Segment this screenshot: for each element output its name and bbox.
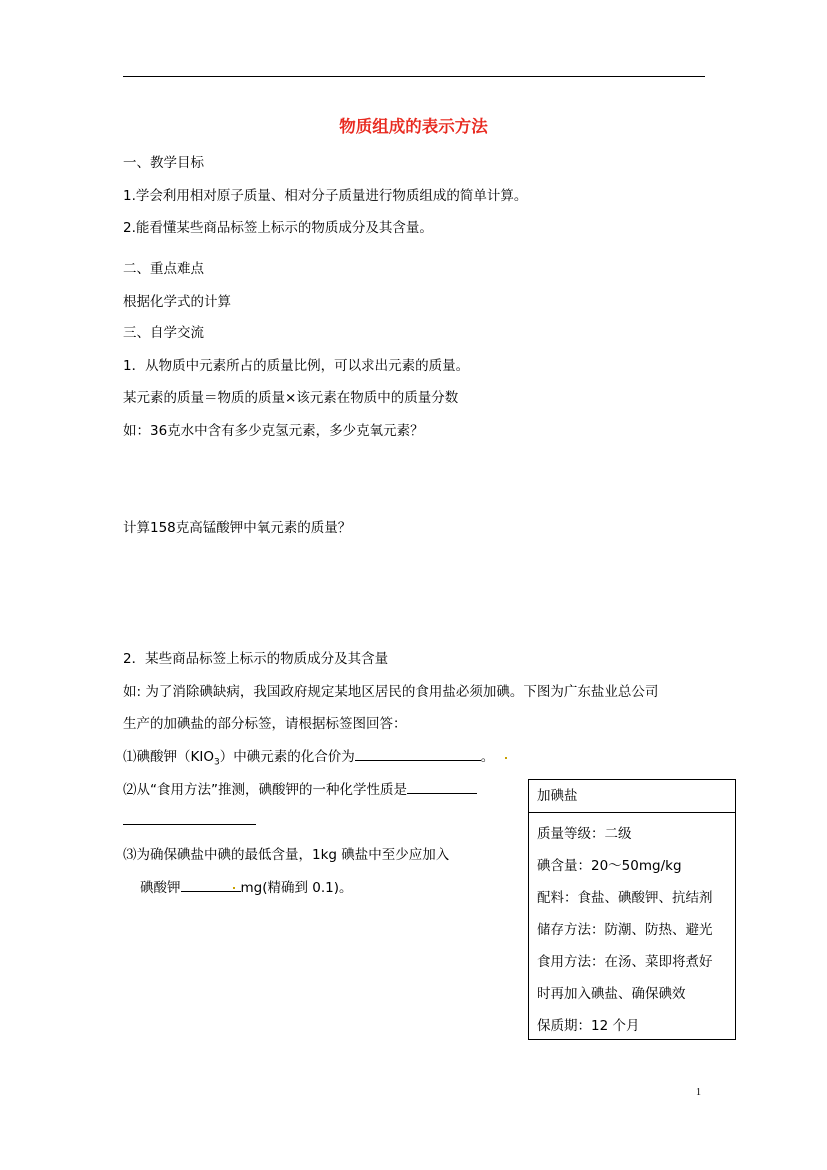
answer-blank-3[interactable] xyxy=(181,877,241,892)
paragraph-iodine-intro: 如: 为了消除碘缺病，我国政府规定某地区居民的食用盐必须加碘。下图为广东盐业总公司 xyxy=(123,684,659,700)
section-heading-self-study: 三、自学交流 xyxy=(123,325,204,341)
document-title: 物质组成的表示方法 xyxy=(339,117,488,136)
label-row-usage: 食用方法：在汤、菜即将煮好 xyxy=(537,954,713,970)
label-row-shelf-life: 保质期：12 个月 xyxy=(537,1018,640,1034)
question-1-end: 。 xyxy=(480,749,495,765)
question-3-line-2 xyxy=(140,876,353,896)
label-body xyxy=(529,813,735,1046)
goal-item-1: 1.学会利用相对原子质量、相对分子质量进行物质组成的简单计算。 xyxy=(123,188,528,204)
answer-blank-1[interactable] xyxy=(355,746,481,761)
header-rule xyxy=(123,76,705,77)
label-row-iodine-content: 碘含量：20～50mg/kg xyxy=(537,858,682,874)
answer-blank-2[interactable] xyxy=(407,779,477,794)
label-heading: 加碘盐 xyxy=(529,780,735,813)
question-3-line-1: ⑶为确保碘盐中碘的最低含量，1kg 碘盐中至少应加入 xyxy=(123,847,450,863)
paragraph-element-mass: 1．从物质中元素所占的质量比例，可以求出元素的质量。 xyxy=(123,358,470,374)
question-1-subscript: 3 xyxy=(213,757,220,768)
label-row-ingredients: 配料：食盐、碘酸钾、抗结剂 xyxy=(537,890,713,906)
question-3-text-a: 碘酸钾 xyxy=(140,880,181,896)
question-1 xyxy=(123,745,494,768)
key-point-text: 根据化学式的计算 xyxy=(123,294,231,310)
paragraph-iodine-intro-cont: 生产的加碘盐的部分标签，请根据标签图回答： xyxy=(123,716,407,732)
section-heading-key-points: 二、重点难点 xyxy=(123,261,204,277)
formula-text: 某元素的质量＝物质的质量×该元素在物质中的质量分数 xyxy=(123,390,459,406)
label-row-grade: 质量等级：二级 xyxy=(537,826,632,842)
section-heading-goals: 一、教学目标 xyxy=(123,155,204,171)
paragraph-labels: 2．某些商品标签上标示的物质成分及其含量 xyxy=(123,651,389,667)
stray-dot xyxy=(505,757,507,759)
question-kmno4: 计算158克高锰酸钾中氧元素的质量？ xyxy=(123,520,352,536)
label-row-usage-cont: 时再加入碘盐、确保碘效 xyxy=(537,986,686,1002)
label-row-storage: 储存方法：防潮、防热、避光 xyxy=(537,922,713,938)
question-3-text-b: mg(精确到 0.1)。 xyxy=(240,880,353,896)
question-1-text-b: ）中碘元素的化合价为 xyxy=(219,749,355,765)
page-number: 1 xyxy=(696,1087,701,1098)
iodized-salt-label xyxy=(528,779,736,1040)
example-question-water: 如：36克水中含有多少克氢元素，多少克氧元素？ xyxy=(123,423,424,439)
question-2 xyxy=(123,778,477,798)
goal-item-2: 2.能看懂某些商品标签上标示的物质成分及其含量。 xyxy=(123,220,433,236)
question-2-text: ⑵从“食用方法”推测，碘酸钾的一种化学性质是 xyxy=(123,782,407,798)
answer-blank-2-continued[interactable] xyxy=(123,824,256,825)
stray-dot-2 xyxy=(233,887,235,889)
question-1-text-a: ⑴碘酸钾（KIO xyxy=(123,749,214,765)
